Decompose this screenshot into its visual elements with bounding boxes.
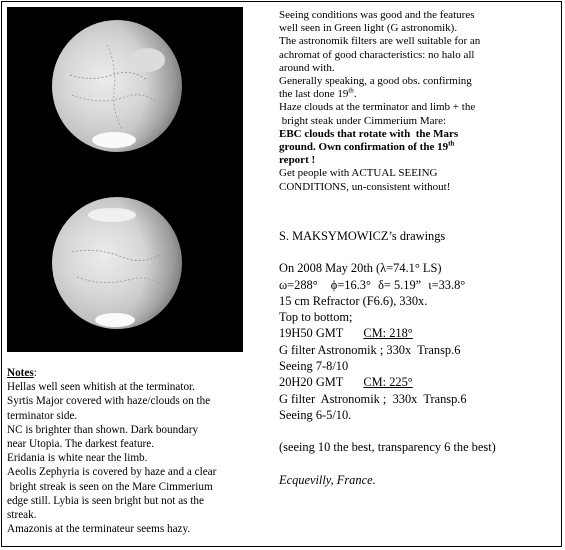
omega-value: ω=288°	[279, 277, 318, 292]
date-line: On 2008 May 20th (λ=74.1° LS)	[279, 261, 442, 276]
report-line: achromat of good characteristics: no halo all	[279, 48, 475, 61]
superscript: th	[348, 86, 354, 95]
obs1-cm: CM: 218°	[363, 326, 413, 341]
report-bold-line	[279, 141, 549, 154]
notes-heading: Notes	[7, 367, 34, 379]
phi-value: ϕ=16.3°	[330, 277, 371, 292]
report-line: well seen in Green light (G astronomik).	[279, 22, 458, 35]
report-line: around with.	[279, 61, 335, 74]
obs1-time-line	[279, 325, 559, 341]
obs1-filter-line: G filter Astronomik ; 330x Transp.6	[279, 342, 461, 357]
note-line: terminator side.	[7, 409, 78, 422]
note-line: Syrtis Major covered with haze/clouds on the	[7, 395, 211, 408]
note-line: Eridania is white near the limb.	[7, 452, 148, 465]
report-line-text: the last done 19	[279, 88, 349, 101]
author-line: S. MAKSYMOWICZ’s drawings	[279, 229, 446, 243]
location: Ecquevilly, France.	[279, 472, 376, 487]
surface-features-2	[52, 197, 182, 329]
report-line: Generally speaking, a good obs. confirming	[279, 75, 472, 88]
observation-details	[279, 228, 559, 488]
obs2-cm: CM: 225°	[363, 375, 413, 390]
note-line: Amazonis at the terminateur seems hazy.	[7, 523, 191, 536]
mars-drawings-panel	[7, 7, 243, 352]
obs2-filter-line: G filter Astronomik ; 330x Transp.6	[279, 391, 467, 406]
note-line: streak.	[7, 509, 37, 522]
notes-section	[7, 366, 277, 536]
note-line: edge still. Lybia is seen bright but not as the	[7, 494, 204, 507]
report-bold-line: EBC clouds that rotate with the Mars	[279, 127, 459, 140]
mars-disk-drawing-20h20	[52, 197, 182, 329]
note-line: Aeolis Zephyria is covered by haze and a clear	[7, 466, 217, 479]
note-line: Hellas well seen whitish at the terminator.	[7, 381, 195, 394]
notes-colon: :	[33, 367, 37, 379]
instrument-line: 15 cm Refractor (F6.6), 330x.	[279, 293, 428, 308]
report-bold-text: ground. Own confirmation of the 19	[279, 141, 449, 154]
note-line: NC is brighter than shown. Dark boundary	[7, 423, 199, 436]
order-line: Top to bottom;	[279, 310, 353, 325]
report-line-text: .	[353, 88, 357, 101]
obs2-time: 20H20 GMT	[279, 375, 344, 390]
report-line: Haze clouds at the terminator and limb + the	[279, 101, 476, 114]
iota-value: ι=33.8°	[428, 277, 466, 292]
mars-disk-drawing-19h50	[52, 20, 182, 152]
notes-heading-line	[7, 366, 277, 380]
note-line: bright streak is seen on the Mare Cimmerium	[7, 480, 213, 493]
report-line: bright steak under Cimmerium Mare:	[279, 114, 447, 127]
report-line: Get people with ACTUAL SEEING	[279, 167, 438, 180]
obs2-time-line	[279, 374, 559, 390]
delta-value: δ= 5.19”	[378, 277, 422, 292]
note-line: near Utopia. The darkest feature.	[7, 438, 155, 451]
report-line: Seeing conditions was good and the features	[279, 9, 475, 21]
report-bold-line: report !	[279, 154, 316, 167]
report-line: The astronomik filters are well suitable for an	[279, 35, 481, 48]
scale-note: (seeing 10 the best, transparency 6 the best)	[279, 440, 496, 455]
report-line	[279, 88, 549, 101]
obs2-seeing-line: Seeing 6-5/10.	[279, 407, 352, 422]
superscript: th	[448, 139, 455, 148]
obs1-seeing-line: Seeing 7-8/10	[279, 359, 349, 374]
obs1-time: 19H50 GMT	[279, 326, 344, 341]
ephemeris-line	[279, 277, 559, 293]
surface-features-1	[52, 20, 182, 152]
report-line: CONDITIONS, un-consistent without!	[279, 180, 451, 193]
report-text	[279, 9, 549, 194]
